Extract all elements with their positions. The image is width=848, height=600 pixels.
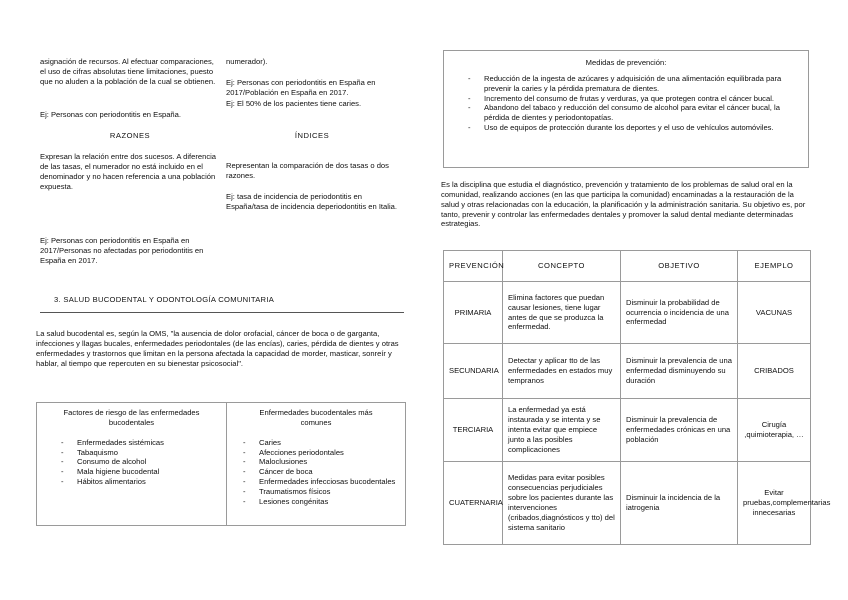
list-item: - Caries	[241, 438, 397, 448]
row-ejemplo: CRIBADOS	[738, 344, 811, 399]
razones-example: Ej: Personas con periodontitis en España en 2017/Personas no afectadas por periodontitis en España en 2017.	[40, 236, 204, 265]
row-concepto: La enfermedad ya está instaurada y se intenta y se intenta evitar que empiece junto a las posibles complicaciones	[503, 399, 621, 462]
indices-example: Ej: tasa de incidencia de periodontitis en España/tasa de incidencia deperiodontitis en Italia.	[226, 192, 397, 211]
row-concepto: Detectar y aplicar tto de las enfermedades en estados muy tempranos	[503, 344, 621, 399]
row-ejemplo: Evitar pruebas,complementarias innecesarias	[738, 462, 811, 545]
section-heading: 3. SALUD BUCODENTAL Y ODONTOLOGÍA COMUNITARIA	[54, 295, 275, 304]
list-item: - Cáncer de boca	[241, 467, 397, 477]
measures-title: Medidas de prevención:	[585, 58, 667, 67]
list-item: - Tabaquismo	[59, 448, 226, 458]
row-objetivo: Disminuir la prevalencia de una enfermedad disminuyendo su duración	[621, 344, 738, 399]
example-right-text-2: Ej: El 50% de los pacientes tiene caries.	[226, 99, 362, 108]
row-concepto: Elimina factores que puedan causar lesiones, tiene lugar antes de que se produzca la enfermedad.	[503, 282, 621, 344]
header-ejemplo: EJEMPLO	[738, 251, 811, 282]
list-item: - Traumatismos físicos	[241, 487, 397, 497]
list-item: - Mala higiene bucodental	[59, 467, 226, 477]
intro-left-text: asignación de recursos. Al efectuar comparaciones, el uso de cifras absolutas tiene limitaciones, puesto que no aluden a la población de la cual se obtienen.	[40, 57, 216, 86]
list-item: - Incremento del consumo de frutas y verduras, ya que protegen contra el cáncer bucal.	[466, 94, 796, 104]
list-item: - Afecciones periodontales	[241, 448, 397, 458]
row-concepto: Medidas para evitar posibles consecuencias perjudiciales sobre los pacientes durante las intervenciones (cribados,diagnósticos y tto) del sistema sanitario	[503, 462, 621, 545]
diseases-list	[241, 438, 397, 507]
list-item: - Maloclusiones	[241, 457, 397, 467]
diseases-column	[227, 403, 405, 507]
row-objetivo: Disminuir la incidencia de la iatrogenia	[621, 462, 738, 545]
row-objetivo: Disminuir la prevalencia de enfermedades crónicas en una población	[621, 399, 738, 462]
row-label: PRIMARIA	[444, 282, 503, 344]
header-concepto: CONCEPTO	[503, 251, 621, 282]
list-item: - Uso de equipos de protección durante los deportes y el uso de vehículos automóviles.	[466, 123, 796, 133]
list-item: - Enfermedades sistémicas	[59, 438, 226, 448]
risk-title: Factores de riesgo de las enfermedades bucodentales	[63, 408, 200, 427]
risk-diseases-box	[36, 402, 406, 526]
razones-heading: RAZONES	[109, 131, 151, 140]
indices-heading: ÍNDICES	[294, 131, 330, 140]
prevention-table	[443, 250, 831, 545]
indices-text: Representan la comparación de dos tasas o dos razones.	[226, 161, 389, 180]
header-objetivo: OBJETIVO	[621, 251, 738, 282]
example-left-text: Ej: Personas con periodontitis en España.	[40, 110, 181, 119]
table-row	[444, 399, 811, 462]
row-label: TERCIARIA	[444, 399, 503, 462]
list-item: - Reducción de la ingesta de azúcares y adquisición de una alimentación equilibrada para prevenir la caries y la pérdida prematura de dientes.	[466, 74, 796, 94]
table-row	[444, 344, 811, 399]
community-dentistry-paragraph: Es la disciplina que estudia el diagnóstico, prevención y tratamiento de los problemas de salud oral en la comunidad, realizando acciones (en las que participa la comunidad) encaminadas a la restauración de la salud y otras relacionadas con la educación, la planificación y la administración sanitaria. Su objetivo es, por tanto, prevenir y controlar las enfermedades dentales y promover la salud dental mediante determinadas estrategias.	[441, 180, 806, 229]
table-row	[444, 462, 811, 545]
list-item: - Consumo de alcohol	[59, 457, 226, 467]
table-header-row	[444, 251, 811, 282]
prevention-measures-box	[443, 50, 809, 168]
measures-list	[466, 74, 796, 133]
list-item: - Hábitos alimentarios	[59, 477, 226, 487]
oms-paragraph: La salud bucodental es, según la OMS, "la ausencia de dolor orofacial, cáncer de boca o de garganta, infecciones y llagas bucales, enfermedades periodontales (de las encías), caries, pérdida de dientes y otras enfermedades y trastornos que limitan en la persona afectada la capacidad de morder, masticar, sonreír y hablar, al tiempo que repercuten en su bienestar psicosocial".	[36, 329, 399, 368]
razones-text: Expresan la relación entre dos sucesos. A diferencia de las tasas, el numerador no está incluido en el denominador y no hacen referencia a una población expuesta.	[40, 152, 217, 191]
row-objetivo: Disminuir la probabilidad de ocurrencia o incidencia de una enfermedad	[621, 282, 738, 344]
table-row	[444, 282, 811, 344]
row-ejemplo: VACUNAS	[738, 282, 811, 344]
section-divider	[40, 312, 404, 313]
row-ejemplo: Cirugía ,quimioterapia, …	[738, 399, 811, 462]
list-item: - Enfermedades infecciosas bucodentales	[241, 477, 397, 487]
example-right-text: Ej: Personas con periodontitis en España en 2017/Población en España en 2017.	[226, 78, 376, 97]
list-item: - Lesiones congénitas	[241, 497, 397, 507]
header-prevencion: PREVENCIÓN	[444, 251, 503, 282]
intro-right-text: numerador).	[226, 57, 268, 66]
risk-column	[37, 403, 226, 487]
list-item: - Abandono del tabaco y reducción del consumo de alcohol para evitar el cáncer bucal, la pérdida de dientes y periodontopatías.	[466, 103, 796, 123]
row-label: SECUNDARIA	[444, 344, 503, 399]
risk-list	[59, 438, 226, 487]
diseases-title: Enfermedades bucodentales más comunes	[259, 408, 373, 427]
row-label: CUATERNARIA	[444, 462, 503, 545]
